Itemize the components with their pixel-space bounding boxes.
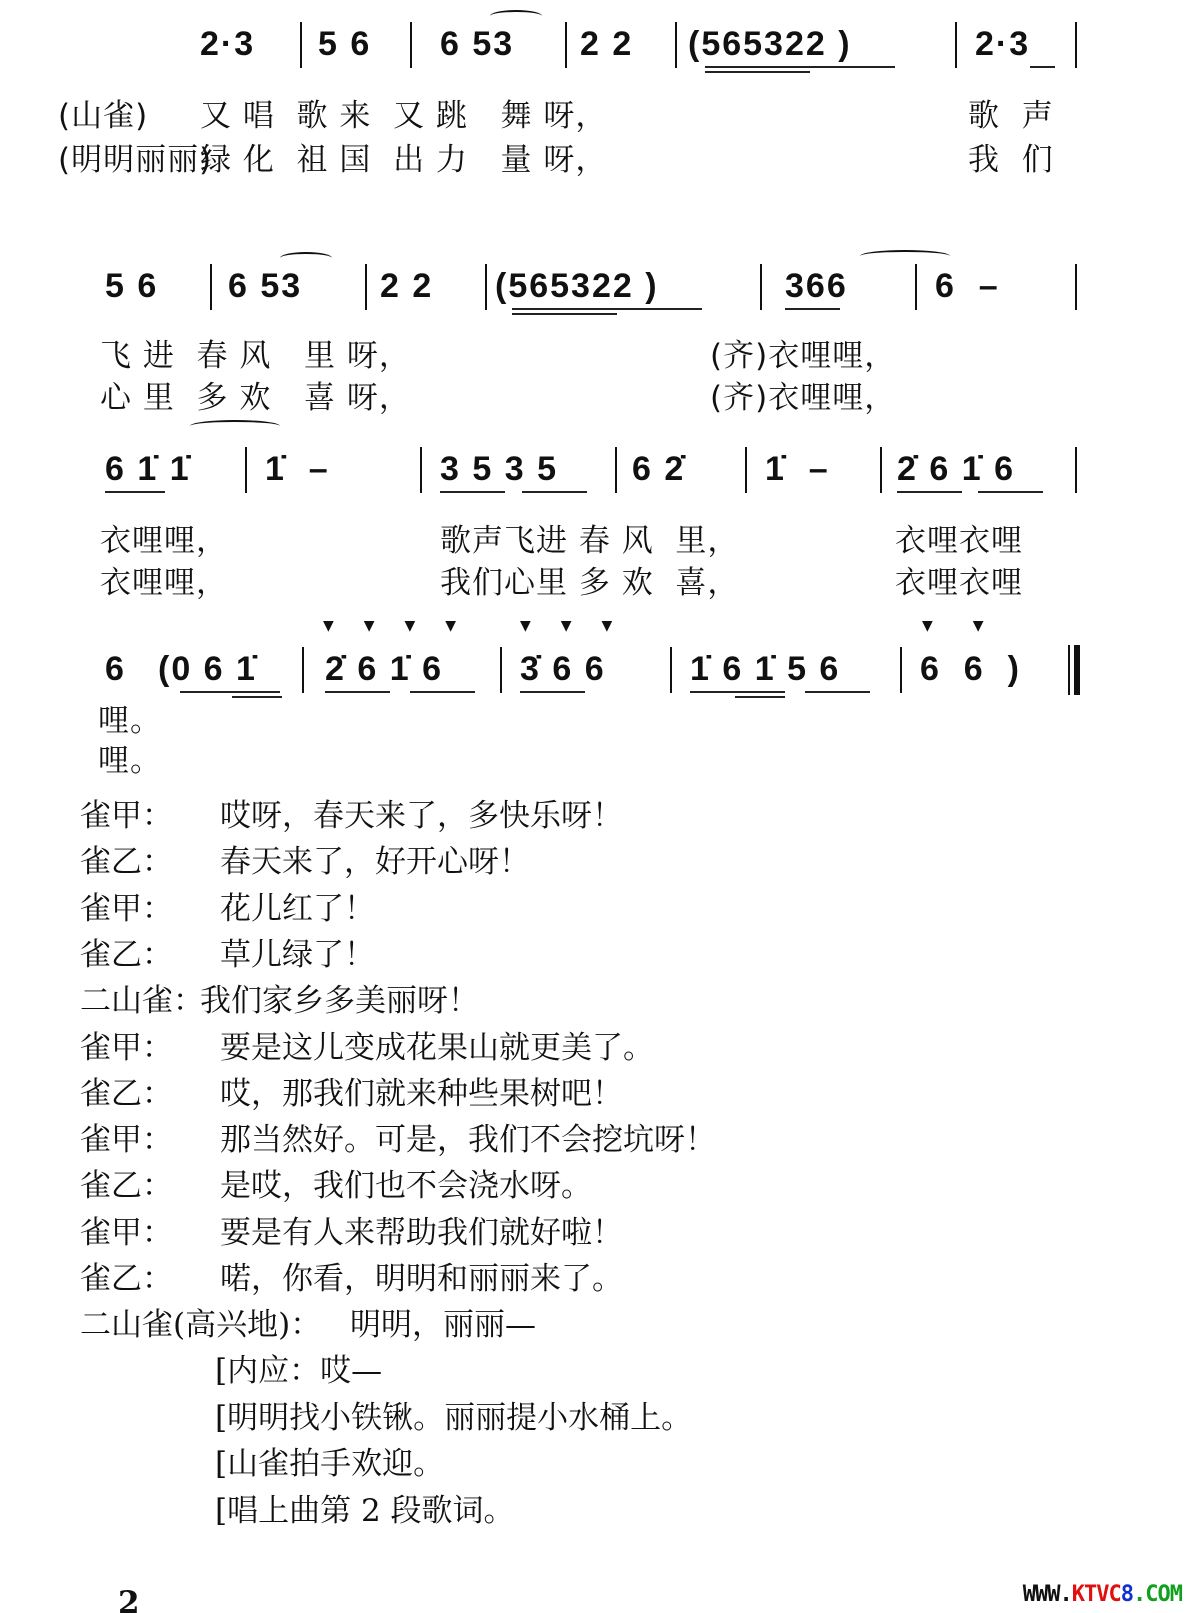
barline [500, 647, 502, 693]
barline [1075, 264, 1077, 310]
tie-mark [490, 10, 542, 22]
measure: 6 [105, 650, 126, 688]
lyric-line: 衣哩哩， [100, 565, 228, 601]
measure: (565322 ) [688, 25, 852, 63]
dialogue-text: 是哎，我们也不会浇水呀。 [220, 1168, 592, 1205]
measure: 6 1̇ 1̇ [105, 450, 191, 488]
watermark-8: 8 [1120, 1582, 1134, 1607]
barline [410, 22, 412, 68]
accent-marks: ▼▼ [922, 618, 1024, 634]
final-barline [1068, 645, 1077, 695]
measure: (565322 ) [495, 267, 659, 305]
underline [440, 491, 505, 493]
lyric-line: (齐)衣哩哩， [710, 338, 897, 374]
barline [760, 264, 762, 310]
speaker-label: 雀乙： [80, 1168, 173, 1205]
speaker-label: 雀甲： [80, 1214, 173, 1251]
underline [180, 691, 280, 693]
lyric-line: 歌声飞进 春 风 里， [440, 523, 740, 559]
lyric-line: 我们心里 多 欢 喜， [440, 565, 740, 601]
underline [325, 691, 390, 693]
barline [300, 22, 302, 68]
watermark [1023, 1582, 1182, 1607]
dialogue-text: 哎呀，春天来了，多快乐呀！ [220, 798, 623, 834]
barline [675, 22, 677, 68]
lyric-line: 歌 声 [968, 98, 1054, 134]
underline [705, 66, 895, 68]
measure: 2·3 [975, 25, 1031, 63]
speaker-label: 雀甲： [80, 890, 173, 927]
measure: 6 2̇ [632, 450, 686, 488]
lyric-line: 又 唱 歌 来 又 跳 舞 呀， [200, 98, 608, 134]
speaker-label: 雀乙： [80, 1261, 173, 1297]
measure: 6 53 [228, 267, 303, 305]
measure: 2̇ 6 1̇ 6 [325, 650, 443, 688]
underline [1030, 66, 1055, 68]
stage-direction: [山雀拍手欢迎。 [215, 1446, 445, 1482]
measure: 1̇ 6 1̇ 5 6 [690, 650, 841, 688]
barline [245, 447, 247, 493]
measure: 6 53 [440, 25, 515, 63]
speaker-label: 雀乙： [80, 844, 173, 881]
measure: 2·3 [200, 25, 256, 63]
speaker-label: 雀甲： [80, 1029, 173, 1066]
measure: (0 6 1̇ [158, 650, 257, 688]
tie-mark [860, 250, 950, 262]
lyric-line: 衣哩衣哩 [895, 565, 1023, 601]
barline [420, 447, 422, 493]
dialogue-text: 要是这儿变成花果山就更美了。 [220, 1029, 654, 1066]
dialogue-text: 花儿红了！ [220, 890, 375, 927]
speaker-label: 二山雀(高兴地)： [80, 1307, 322, 1344]
underline [410, 691, 475, 693]
dialogue-text: 喏，你看，明明和丽丽来了。 [220, 1261, 623, 1297]
barline [615, 447, 617, 493]
measure: 6 6 ) [920, 650, 1021, 688]
measure: 3 5 3 5 [440, 450, 558, 488]
barline [565, 22, 567, 68]
lyric-line: 衣哩衣哩 [895, 523, 1023, 559]
dialogue-text: 我们家乡多美丽呀！ [200, 983, 479, 1020]
measure: 2 2 [580, 25, 634, 63]
watermark-ktvc: KTVC [1071, 1582, 1121, 1607]
dialogue-text: 明明，丽丽— [350, 1307, 536, 1344]
stage-direction: [唱上曲第 2 段歌词。 [215, 1492, 515, 1529]
barline [1075, 22, 1077, 68]
underline [690, 691, 785, 693]
role-label: (山雀) [58, 98, 149, 134]
role-label: (明明丽丽) [58, 142, 213, 178]
underline [522, 491, 587, 493]
underline [805, 691, 870, 693]
underline [705, 71, 810, 73]
lyric-line: 我 们 [968, 142, 1054, 178]
dialogue-text: 哎，那我们就来种些果树吧！ [220, 1075, 623, 1112]
underline [512, 313, 617, 315]
barline [302, 647, 304, 693]
measure: 1̇ – [265, 450, 330, 488]
measure: 5 6 [105, 267, 159, 305]
barline [210, 264, 212, 310]
measure: 3̇ 6 6 [520, 650, 606, 688]
speaker-label: 二山雀： [80, 983, 204, 1020]
lyric-line: (齐)衣哩哩， [710, 380, 897, 416]
watermark-com: .COM [1133, 1582, 1182, 1607]
speaker-label: 雀甲： [80, 1122, 173, 1159]
speaker-label: 雀乙： [80, 936, 173, 973]
lyric-line: 衣哩哩， [100, 523, 228, 559]
barline [670, 647, 672, 693]
barline [900, 647, 902, 693]
barline [745, 447, 747, 493]
tie-mark [280, 252, 332, 264]
barline [955, 22, 957, 68]
underline [232, 696, 282, 698]
dialogue-text: 春天来了，好开心呀！ [220, 844, 530, 881]
accent-marks: ▼▼▼▼ [323, 618, 487, 634]
measure: 6 – [935, 267, 1000, 305]
underline [520, 691, 585, 693]
measure: 1̇ – [765, 450, 830, 488]
speaker-label: 雀乙： [80, 1075, 173, 1112]
underline [512, 308, 702, 310]
measure: 5 6 [318, 25, 372, 63]
barline [880, 447, 882, 493]
stage-direction: [明明找小铁锹。丽丽提小水桶上。 [215, 1399, 693, 1436]
page-number: 2 [118, 1585, 140, 1613]
underline [785, 308, 840, 310]
dialogue-text: 那当然好。可是，我们不会挖坑呀！ [220, 1122, 716, 1159]
watermark-www: WWW. [1022, 1582, 1072, 1607]
accent-marks: ▼▼▼ [520, 618, 643, 634]
stage-direction: [内应：哎— [215, 1353, 383, 1389]
measure: 2 2 [380, 267, 434, 305]
lyric-line: 哩。 [98, 743, 162, 779]
measure: 366 [785, 267, 848, 305]
underline [105, 491, 165, 493]
lyric-line: 心 里 多 欢 喜 呀， [100, 380, 411, 416]
dialogue-text: 要是有人来帮助我们就好啦！ [220, 1214, 623, 1251]
measure: 2̇ 6 1̇ 6 [897, 450, 1015, 488]
speaker-label: 雀甲： [80, 798, 173, 834]
lyric-line: 绿 化 祖 国 出 力 量 呀， [200, 142, 608, 178]
barline [365, 264, 367, 310]
underline [897, 491, 962, 493]
tie-mark [190, 420, 280, 432]
barline [485, 264, 487, 310]
underline [735, 696, 785, 698]
lyric-line: 飞 进 春 风 里 呀， [100, 338, 411, 374]
barline [1075, 447, 1077, 493]
dialogue-text: 草儿绿了！ [220, 936, 375, 973]
barline [915, 264, 917, 310]
lyric-line: 哩。 [98, 703, 162, 739]
underline [978, 491, 1043, 493]
